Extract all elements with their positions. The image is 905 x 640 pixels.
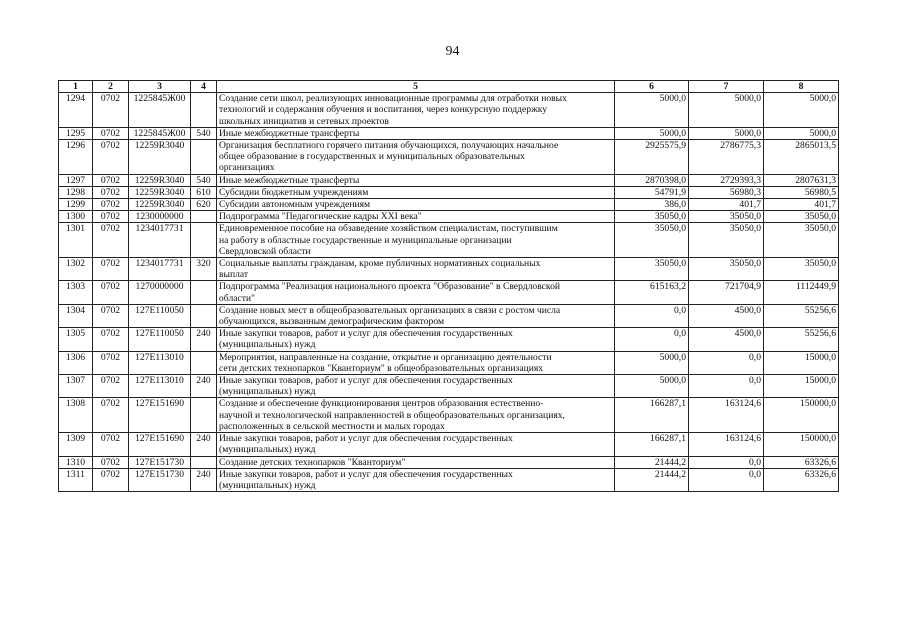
amount-year3-cell: 2807631,3 <box>764 174 839 186</box>
description-line: (муниципальных) нужд <box>219 479 316 491</box>
row-number-cell: 1308 <box>59 398 93 433</box>
description-line: Подпрограмма "Реализация национального проекта "Образование" в Свердловской <box>219 281 561 293</box>
section-code-cell: 0702 <box>93 468 129 491</box>
description-line: Создание новых мест в общеобразовательных организациях в связи с ростом числа <box>219 304 561 316</box>
amount-year1-cell: 21444,2 <box>615 456 689 468</box>
section-code-cell: 0702 <box>93 328 129 351</box>
expense-type-cell <box>191 281 217 304</box>
row-number-cell: 1307 <box>59 375 93 398</box>
row-number-cell: 1295 <box>59 127 93 139</box>
amount-year2-cell: 4500,0 <box>689 304 764 327</box>
target-article-cell: 127E151730 <box>129 456 191 468</box>
description-line: Субсидии автономным учреждениям <box>219 199 371 211</box>
amount-year3-cell: 56980,5 <box>764 186 839 198</box>
expense-type-cell: 620 <box>191 199 217 211</box>
expense-type-cell <box>191 398 217 433</box>
description-cell <box>217 468 615 491</box>
description-line: Иные межбюджетные трансферты <box>219 127 360 139</box>
description-line: Иные закупки товаров, работ и услуг для обеспечения государственных <box>219 433 513 445</box>
description-cell <box>217 223 615 258</box>
amount-year3-cell: 63326,6 <box>764 468 839 491</box>
section-code-cell: 0702 <box>93 186 129 198</box>
amount-year1-cell: 5000,0 <box>615 375 689 398</box>
amount-year2-cell: 4500,0 <box>689 328 764 351</box>
expense-type-cell: 240 <box>191 328 217 351</box>
table-row <box>59 223 839 258</box>
description-line: области" <box>219 292 255 304</box>
row-number-cell: 1296 <box>59 140 93 175</box>
amount-year2-cell: 163124,6 <box>689 398 764 433</box>
amount-year3-cell: 5000,0 <box>764 93 839 128</box>
column-header: 2 <box>93 81 129 93</box>
expense-type-cell: 540 <box>191 127 217 139</box>
amount-year3-cell: 55256,6 <box>764 304 839 327</box>
amount-year2-cell: 0,0 <box>689 456 764 468</box>
description-cell <box>217 211 615 223</box>
amount-year2-cell: 0,0 <box>689 468 764 491</box>
amount-year1-cell: 35050,0 <box>615 258 689 281</box>
amount-year1-cell: 615163,2 <box>615 281 689 304</box>
table-row <box>59 304 839 327</box>
table-header-row <box>59 81 839 93</box>
target-article-cell: 127E113010 <box>129 351 191 374</box>
amount-year3-cell: 35050,0 <box>764 211 839 223</box>
amount-year1-cell: 35050,0 <box>615 223 689 258</box>
table-row <box>59 328 839 351</box>
section-code-cell: 0702 <box>93 375 129 398</box>
row-number-cell: 1298 <box>59 186 93 198</box>
table-row <box>59 199 839 211</box>
row-number-cell: 1306 <box>59 351 93 374</box>
amount-year1-cell: 54791,9 <box>615 186 689 198</box>
section-code-cell: 0702 <box>93 281 129 304</box>
description-line: Иные закупки товаров, работ и услуг для обеспечения государственных <box>219 328 513 340</box>
amount-year2-cell: 35050,0 <box>689 211 764 223</box>
table-row <box>59 140 839 175</box>
amount-year1-cell: 386,0 <box>615 199 689 211</box>
description-line: Создание сети школ, реализующих инновационные программы для отработки новых <box>219 93 567 105</box>
target-article-cell: 1225845Ж00 <box>129 93 191 128</box>
description-cell <box>217 351 615 374</box>
amount-year2-cell: 5000,0 <box>689 127 764 139</box>
budget-table <box>58 80 839 492</box>
table-row <box>59 281 839 304</box>
description-line: обучающихся, вызванным демографическим фактором <box>219 316 445 328</box>
description-line: Единовременное пособие на обзаведение хозяйством специалистам, поступившим <box>219 223 558 235</box>
description-cell <box>217 140 615 175</box>
amount-year1-cell: 5000,0 <box>615 351 689 374</box>
description-cell <box>217 127 615 139</box>
expense-type-cell: 610 <box>191 186 217 198</box>
section-code-cell: 0702 <box>93 93 129 128</box>
amount-year3-cell: 5000,0 <box>764 127 839 139</box>
description-line: Создание и обеспечение функционирования центров образования естественно- <box>219 398 544 410</box>
target-article-cell: 12259R3040 <box>129 199 191 211</box>
description-line: сети детских технопарков "Кванториум" в общеобразовательных организациях <box>219 362 544 374</box>
amount-year3-cell: 401,7 <box>764 199 839 211</box>
description-line: на работу в областные государственные и муниципальные организации <box>219 234 512 246</box>
description-line: Социальные выплаты гражданам, кроме публичных нормативных социальных <box>219 258 541 270</box>
column-header: 4 <box>191 81 217 93</box>
expense-type-cell <box>191 223 217 258</box>
description-line: организациях <box>219 162 275 174</box>
amount-year3-cell: 1112449,9 <box>764 281 839 304</box>
amount-year2-cell: 0,0 <box>689 375 764 398</box>
target-article-cell: 127E113010 <box>129 375 191 398</box>
description-cell <box>217 456 615 468</box>
column-header: 3 <box>129 81 191 93</box>
section-code-cell: 0702 <box>93 433 129 456</box>
amount-year1-cell: 2870398,0 <box>615 174 689 186</box>
section-code-cell: 0702 <box>93 199 129 211</box>
description-cell <box>217 258 615 281</box>
table-row <box>59 456 839 468</box>
description-cell <box>217 398 615 433</box>
section-code-cell: 0702 <box>93 174 129 186</box>
description-line: Свердловской области <box>219 245 311 257</box>
target-article-cell: 12259R3040 <box>129 174 191 186</box>
expense-type-cell: 540 <box>191 174 217 186</box>
amount-year3-cell: 35050,0 <box>764 223 839 258</box>
amount-year2-cell: 0,0 <box>689 351 764 374</box>
description-cell <box>217 375 615 398</box>
description-line: Субсидии бюджетным учреждениям <box>219 186 369 198</box>
section-code-cell: 0702 <box>93 456 129 468</box>
target-article-cell: 12259R3040 <box>129 140 191 175</box>
amount-year1-cell: 0,0 <box>615 304 689 327</box>
description-line: Иные межбюджетные трансферты <box>219 174 360 186</box>
amount-year2-cell: 721704,9 <box>689 281 764 304</box>
description-cell <box>217 93 615 128</box>
amount-year1-cell: 21444,2 <box>615 468 689 491</box>
amount-year1-cell: 0,0 <box>615 328 689 351</box>
amount-year1-cell: 166287,1 <box>615 398 689 433</box>
target-article-cell: 1230000000 <box>129 211 191 223</box>
column-header: 5 <box>217 81 615 93</box>
expense-type-cell <box>191 140 217 175</box>
table-row <box>59 93 839 128</box>
expense-type-cell: 240 <box>191 468 217 491</box>
amount-year3-cell: 150000,0 <box>764 398 839 433</box>
section-code-cell: 0702 <box>93 304 129 327</box>
description-line: Иные закупки товаров, работ и услуг для обеспечения государственных <box>219 375 513 387</box>
amount-year3-cell: 35050,0 <box>764 258 839 281</box>
description-line: Создание детских технопарков "Кванториум" <box>219 456 406 468</box>
amount-year1-cell: 35050,0 <box>615 211 689 223</box>
expense-type-cell <box>191 211 217 223</box>
row-number-cell: 1299 <box>59 199 93 211</box>
column-header: 7 <box>689 81 764 93</box>
expense-type-cell: 240 <box>191 375 217 398</box>
amount-year1-cell: 166287,1 <box>615 433 689 456</box>
amount-year1-cell: 5000,0 <box>615 93 689 128</box>
table-row <box>59 375 839 398</box>
expense-type-cell <box>191 93 217 128</box>
section-code-cell: 0702 <box>93 398 129 433</box>
description-line: (муниципальных) нужд <box>219 444 316 456</box>
expense-type-cell: 320 <box>191 258 217 281</box>
amount-year2-cell: 163124,6 <box>689 433 764 456</box>
table-row <box>59 433 839 456</box>
target-article-cell: 127E110050 <box>129 304 191 327</box>
amount-year2-cell: 401,7 <box>689 199 764 211</box>
amount-year2-cell: 35050,0 <box>689 223 764 258</box>
description-line: школьных инициатив и сетевых проектов <box>219 115 389 127</box>
description-cell <box>217 199 615 211</box>
description-cell <box>217 281 615 304</box>
section-code-cell: 0702 <box>93 127 129 139</box>
section-code-cell: 0702 <box>93 140 129 175</box>
row-number-cell: 1297 <box>59 174 93 186</box>
table-row <box>59 351 839 374</box>
column-header: 1 <box>59 81 93 93</box>
description-line: расположенных в сельской местности и малых городах <box>219 420 445 432</box>
row-number-cell: 1300 <box>59 211 93 223</box>
row-number-cell: 1301 <box>59 223 93 258</box>
description-line: (муниципальных) нужд <box>219 339 316 351</box>
description-line: научной и технологической направленностей в общеобразовательных организациях, <box>219 409 565 421</box>
table-row <box>59 258 839 281</box>
amount-year2-cell: 5000,0 <box>689 93 764 128</box>
row-number-cell: 1309 <box>59 433 93 456</box>
amount-year3-cell: 2865013,5 <box>764 140 839 175</box>
amount-year1-cell: 5000,0 <box>615 127 689 139</box>
target-article-cell: 127E151690 <box>129 398 191 433</box>
description-cell <box>217 433 615 456</box>
amount-year3-cell: 15000,0 <box>764 351 839 374</box>
column-header: 8 <box>764 81 839 93</box>
amount-year3-cell: 15000,0 <box>764 375 839 398</box>
description-line: Иные закупки товаров, работ и услуг для обеспечения государственных <box>219 468 513 480</box>
table-row <box>59 398 839 433</box>
amount-year1-cell: 2925575,9 <box>615 140 689 175</box>
table-row <box>59 186 839 198</box>
description-cell <box>217 186 615 198</box>
row-number-cell: 1302 <box>59 258 93 281</box>
row-number-cell: 1294 <box>59 93 93 128</box>
target-article-cell: 1234017731 <box>129 223 191 258</box>
target-article-cell: 1234017731 <box>129 258 191 281</box>
column-header: 6 <box>615 81 689 93</box>
section-code-cell: 0702 <box>93 223 129 258</box>
table-row <box>59 127 839 139</box>
description-line: технологий и содержания обучения и воспитания, через конкурсную поддержку <box>219 104 548 116</box>
description-cell <box>217 328 615 351</box>
description-line: общее образование в государственных и муниципальных образовательных <box>219 151 525 163</box>
amount-year3-cell: 150000,0 <box>764 433 839 456</box>
target-article-cell: 127E151690 <box>129 433 191 456</box>
amount-year3-cell: 63326,6 <box>764 456 839 468</box>
target-article-cell: 127E151730 <box>129 468 191 491</box>
amount-year3-cell: 55256,6 <box>764 328 839 351</box>
page-number: 94 <box>445 44 460 59</box>
description-line: (муниципальных) нужд <box>219 386 316 398</box>
description-line: Подпрограмма "Педагогические кадры XXI века" <box>219 211 422 223</box>
row-number-cell: 1303 <box>59 281 93 304</box>
expense-type-cell <box>191 351 217 374</box>
amount-year2-cell: 2729393,3 <box>689 174 764 186</box>
row-number-cell: 1305 <box>59 328 93 351</box>
table-row <box>59 174 839 186</box>
row-number-cell: 1311 <box>59 468 93 491</box>
amount-year2-cell: 56980,3 <box>689 186 764 198</box>
amount-year2-cell: 2786775,3 <box>689 140 764 175</box>
section-code-cell: 0702 <box>93 211 129 223</box>
amount-year2-cell: 35050,0 <box>689 258 764 281</box>
target-article-cell: 127E110050 <box>129 328 191 351</box>
table-row <box>59 468 839 491</box>
row-number-cell: 1310 <box>59 456 93 468</box>
target-article-cell: 12259R3040 <box>129 186 191 198</box>
description-cell <box>217 304 615 327</box>
description-line: выплат <box>219 269 249 281</box>
target-article-cell: 1225845Ж00 <box>129 127 191 139</box>
expense-type-cell <box>191 304 217 327</box>
description-line: Организация бесплатного горячего питания обучающихся, получающих начальное <box>219 140 559 152</box>
expense-type-cell: 240 <box>191 433 217 456</box>
section-code-cell: 0702 <box>93 351 129 374</box>
description-line: Мероприятия, направленные на создание, открытие и организацию деятельности <box>219 351 552 363</box>
target-article-cell: 1270000000 <box>129 281 191 304</box>
section-code-cell: 0702 <box>93 258 129 281</box>
row-number-cell: 1304 <box>59 304 93 327</box>
expense-type-cell <box>191 456 217 468</box>
table-row <box>59 211 839 223</box>
description-cell <box>217 174 615 186</box>
